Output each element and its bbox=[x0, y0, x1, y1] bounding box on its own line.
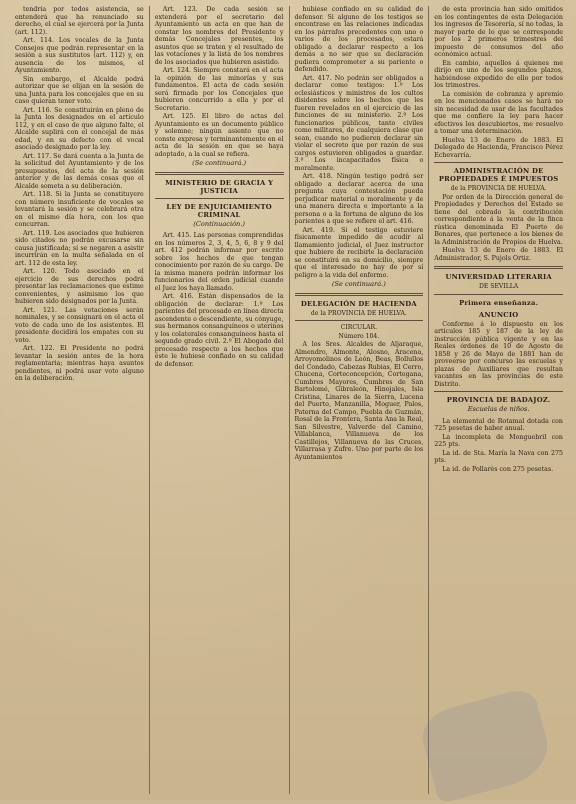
column-2 bbox=[150, 6, 290, 794]
paragraph: tendría por todos asistencia, se entenderá que ha renunciado su derecho, el cual se ejercerá por la Junta (art. 112). bbox=[15, 6, 144, 36]
divider bbox=[155, 172, 284, 175]
paragraph: hubiese confiado en su calidad de defensor. Si alguno de los testigos se encontrase en las relaciones indicadas en los párrafos precedentes con uno o varios de los procesados, estará obligado a declarar respecto a los demás a no ser que su declaración pudiera comprometer a su pariente o defendido. bbox=[294, 6, 424, 73]
signature: Huelva 13 de Enero de 1883. El Administrador, S. Pujols Ortiz. bbox=[434, 247, 563, 262]
paragraph: La comisión de cobranza y apremio en los mencionados casos se hará no sin necesidad de usar de las facultades que me confiere la ley para hacer efectivos los descubiertos, me resuelvo a tomar una determinación. bbox=[434, 90, 563, 135]
article-125: Art. 125. El libro de actas del Ayuntamiento es un documento público y solemne; ningún asiento que no conste expresa y terminantemente en el acta de la sesión en que se haya adoptado, a la cual se refiera. bbox=[154, 113, 284, 158]
announcement: Por orden de la Dirección general de Propiedades y Derechos del Estado se tiene del cobrado la contribución correspondiente á la venta de la finca rústica denominada El Puerto de Bonares, que pertenece a los bienes de la Administración de Propios de Huelva. bbox=[434, 193, 563, 246]
circular-body: A los Sres. Alcaldes de Aljaraque, Almendro, Almonte, Alosno, Aracena, Arroyomolinos de León, Beas, Bollullos del Condado, Cabezas Rubias, El Cerro, Chucena, Corteconcepción, Cortegana, Cumbres Mayores, Cumbres de San Bartolomé, Gibraleón, Hinojales, Isla Cristina, Linares de la Sierra, Lucena del Puerto, Manzanilla, Moguer, Palos, Paterna del Campo, Puebla de Guzmán, Rosal de la Frontera, Santa Ana la Real, San Silvestre, Valverde del Camino, Villablanca, Villanueva de los Castillejos, Villanueva de las Cruces, Villarrasa y Zufre. Uno por parte de los Ayuntamientos bbox=[294, 341, 424, 461]
article-415: Art. 415. Las personas comprendidas en los números 2, 3, 4, 5, 6, 8 y 9 del art. 412 podrán informar por escrito sobre los hechos de que tengan conocimiento por razón de su cargo. De la misma manera podrán informar los funcionarios del orden judicial cuando el Juez los haya llamado. bbox=[154, 232, 284, 292]
column-1 bbox=[10, 6, 150, 794]
article-121: Art. 121. Las votaciones serán nominales, y se consignará en el acta el voto de cada uno de los asistentes. El presidente decidirá los empates con su voto. bbox=[15, 306, 144, 344]
paragraph: En cambio, aquellos á quienes me dirijo en uno de los segundos plazos, habiéndose expedido de ello por todos los trimestres. bbox=[434, 59, 563, 89]
article-114: Art. 114. Los vocales de la Junta Consejos que podrán representar en la sesión a sus sustitutos (art. 112) y, en ausencia de los mismos, el Ayuntamiento. bbox=[15, 37, 144, 74]
paragraph: Sin embargo, el Alcalde podrá autorizar que se elijan en la sesión de una Junta para los concejales que en su caso quieran tener voto. bbox=[15, 75, 144, 105]
divider bbox=[434, 391, 563, 392]
article-419: Art. 419. Si el testigo estuviere físicamente impedido de acudir al llamamiento judicial, el Juez instructor que hubiere de recibirle la declaración se constituirá en su domicilio, siempre que el interesado no hay de por sí peligro a la vida del enfermo. bbox=[294, 226, 424, 279]
administration-heading: ADMINISTRACIÓN DE PROPIEDADES É IMPUESTOS bbox=[438, 167, 559, 183]
article-119: Art. 119. Los asociados que hubieren sido citados no podrán excusarse sin causa justificada; si se negaren a asistir incurrirán en la multa señalada en el art. 112 de esta ley. bbox=[15, 229, 144, 267]
divider bbox=[295, 293, 424, 296]
circular-label: CIRCULAR. bbox=[340, 324, 378, 331]
schools-heading: Escuelas de niños. bbox=[467, 405, 530, 413]
province-subheading: de la PROVINCIA DE HUELVA. bbox=[450, 185, 547, 192]
article-124: Art. 124. Siempre constará en el acta la opinión de las minorías y sus fundamentos. El acta de cada sesión será firmada por los Concejales que hubieren concurrido a ella y por el Secretario. bbox=[154, 67, 284, 112]
article-417: Art. 417. No podrán ser obligados a declarar como testigos: 1.º Los eclesiásticos y ministros de los cultos disidentes sobre los hechos que les fueren revelados en el ejercicio de las funciones de su ministerio. 2.º Los funcionarios públicos, tanto civiles como militares, de cualquiera clase que sean, cuando no pudieren declarar sin violar el secreto que por razón de sus cargos estuvieren obligados a guardar. 3.º Los incapacitados física o moralmente. bbox=[294, 74, 424, 172]
list-item: La elemental de Rotamal dotada con 725 pesetas de haber anual. bbox=[434, 417, 563, 432]
university-heading: UNIVERSIDAD LITERARIA bbox=[445, 273, 552, 281]
list-item: La incompleta de Monguebril con 225 pts. bbox=[434, 433, 563, 448]
divider bbox=[295, 320, 424, 321]
article-117: Art. 117. Se dará cuenta a la Junta de la solicitud del Ayuntamiento y de los presupuestos, del acta de la sesión anterior y de las demás cosas que el Alcalde someta a su deliberación. bbox=[15, 152, 144, 190]
article-416: Art. 416. Están dispensados de la obligación de declarar: 1.º Los parientes del procesado en línea directa ascendente o descendiente, su cónyuge, sus hermanos consanguíneos o uterinos y los colaterales consanguíneos hasta el segundo grado civil. 2.º El Abogado del procesado respecto a los hechos que éste le hubiese confiado en su calidad de defensor. bbox=[154, 293, 284, 368]
divider bbox=[434, 162, 563, 163]
signature: Huelva 13 de Enero de 1883. El Delegado de Hacienda, Francisco Pérez Echevarría. bbox=[434, 136, 563, 159]
continuation-note: (Se continuará.) bbox=[192, 159, 247, 167]
column-3 bbox=[290, 6, 430, 794]
paragraph: de esta provincia han sido omitidos en los contingentes de esta Delegación los ingresos de Tesorería, sí no todas, la mayor parte de lo que se corresponde por los 2 primeros trimestres del impuesto de consumos del año económico actual. bbox=[434, 6, 563, 58]
university-subheading: DE SEVILLA bbox=[479, 283, 519, 290]
list-item: La id. de Sta. María la Nava con 275 pts. bbox=[434, 449, 563, 464]
circular-number: Número 104. bbox=[338, 332, 380, 340]
article-120: Art. 120. Todo asociado en el ejercicio de sus derechos podrá presentar las reclamaciones que estime convenientes, y asimismo los que hubieren sido designados por la Junta. bbox=[15, 268, 144, 305]
article-116: Art. 116. Se constituirán en pleno de la Junta los designados en el artículo 112, y en el caso de que alguno falte, el Alcalde suplirá con el concejal de más edad, y en su defecto con el vocal asociado designado por la ley. bbox=[15, 106, 144, 151]
law-heading: LEY DE ENJUICIAMIENTO CRIMINAL bbox=[166, 202, 272, 219]
ministry-heading: MINISTERIO DE GRACIA Y JUSTICIA bbox=[165, 178, 274, 195]
article-418: Art. 418. Ningún testigo podrá ser obligado a declarar acerca de una pregunta cuya contestación pueda perjudicar material o moralmente y de una manera directa e importante a la persona o a la fortuna de alguno de los parientes a que se refiere el art. 416. bbox=[294, 173, 424, 225]
province-heading: PROVINCIA DE BADAJOZ. bbox=[446, 396, 551, 404]
delegation-heading: DELEGACIÓN DE HACIENDA bbox=[300, 299, 417, 308]
continuation-note: (Se continuará.) bbox=[331, 280, 386, 288]
announcement-heading: ANUNCIO bbox=[478, 310, 519, 319]
divider bbox=[434, 266, 563, 269]
continuation-label: (Continuación.) bbox=[193, 219, 245, 228]
column-4 bbox=[429, 6, 568, 794]
paragraph: Conforme á lo dispuesto en los artículos 185 y 187 de la ley de instrucción pública vigente y en las Reales órdenes de 10 de Agosto de 1858 y 26 de Mayo de 1881 han de proveerse por concurso las escuelas y plazas de Auxiliares que resultan vacantes en las provincias de este Distrito. bbox=[434, 320, 563, 388]
divider bbox=[155, 198, 284, 199]
article-123: Art. 123. De cada sesión se extenderá por el secretario del Ayuntamiento un acta en que han de constar los nombres del Presidente y demás Concejales presentes, los asuntos que se traten y el resultado de las votaciones y la lista de los nombres de los asociados que hubieren asistido. bbox=[154, 6, 284, 66]
section-heading: Primera enseñanza. bbox=[459, 298, 539, 307]
province-subheading: de la PROVINCIA DE HUELVA. bbox=[310, 309, 407, 317]
article-122: Art. 122. El Presidente no podrá levantar la sesión antes de la hora reglamentaria; mientras haya asuntos pendientes, ni podrá usar voto alguno en la deliberación. bbox=[15, 345, 144, 382]
article-118: Art. 118. Si la Junta se constituyere con número insuficiente de vocales se levantará la sesión y se celebrará otra en el mismo día hora, con los que concurran. bbox=[15, 191, 144, 228]
divider bbox=[434, 294, 563, 295]
list-item: La id. de Pollarès con 275 pesetas. bbox=[442, 465, 554, 473]
